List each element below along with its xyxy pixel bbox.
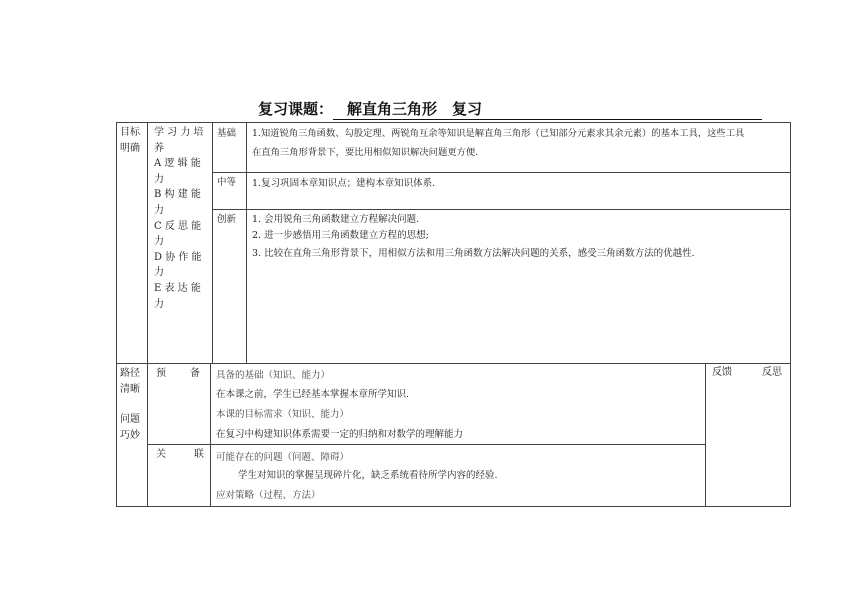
prep-label xyxy=(156,366,200,382)
ability-line: C 反 思 能 xyxy=(154,220,202,232)
path-row-label-top xyxy=(120,366,146,397)
ability-line: 力 xyxy=(154,298,164,310)
row-divider-medium xyxy=(212,209,791,210)
feedback-label xyxy=(712,365,782,381)
path-label-line: 清晰 xyxy=(120,383,140,395)
ability-line: 力 xyxy=(154,173,164,185)
prep-line: 在复习中构建知识体系需要一定的归纳和对数学的理解能力 xyxy=(216,429,464,440)
col-divider-2 xyxy=(212,122,213,364)
ability-line: E 表 达 能 xyxy=(154,282,201,294)
path-row-label-bottom xyxy=(120,412,146,443)
goals-row-label xyxy=(120,125,146,156)
ability-line: 养 xyxy=(154,142,164,154)
ability-line: 力 xyxy=(154,204,164,216)
row-divider-basic xyxy=(212,172,791,173)
path-label-line: 问题 xyxy=(120,414,140,425)
table-border-bottom xyxy=(116,506,791,507)
link-line: 可能存在的问题（问题、障碍） xyxy=(216,452,350,463)
level-basic-line: 1.知道锐角三角函数、勾股定理、两锐角互余等知识是解直角三角形（已知部分元素求其余元素）的基本工具，这些工具 xyxy=(252,128,745,139)
col-divider-3 xyxy=(210,363,211,507)
ability-line: D 协 作 能 xyxy=(154,251,202,263)
level-innovation-line: 3. 比较在直角三角形背景下，用相似方法和用三角函数方法解决问题的关系，感受三角函数方法的优越性. xyxy=(252,248,695,259)
abilities-list xyxy=(154,125,210,312)
link-label xyxy=(156,447,204,463)
prep-line: 具备的基础（知识、能力） xyxy=(216,370,331,381)
level-basic-line: 在直角三角形背景下，要比用相似知识解决问题更方便. xyxy=(252,147,479,158)
prep-line: 在本课之前，学生已经基本掌握本章所学知识. xyxy=(216,389,410,400)
goals-label-line: 目标 xyxy=(120,127,140,138)
level-innovation-line: 1. 会用锐角三角函数建立方程解决问题. xyxy=(252,214,420,225)
level-basic-label: 基础 xyxy=(217,128,237,139)
link-label-right: 联 xyxy=(194,449,204,460)
prep-line: 本课的目标需求（知识、能力） xyxy=(216,409,350,420)
col-divider-levels xyxy=(246,122,247,364)
table-border-top xyxy=(116,122,791,123)
link-label-left: 关 xyxy=(156,449,166,460)
level-medium-label: 中等 xyxy=(217,177,237,188)
ability-line: 力 xyxy=(154,236,164,248)
table-border-left xyxy=(116,122,117,507)
prep-label-left: 预 xyxy=(156,368,166,379)
feedback-label-right: 反思 xyxy=(762,367,782,378)
page-title xyxy=(258,98,762,120)
feedback-label-left: 反馈 xyxy=(712,367,732,378)
ability-line: B 构 建 能 xyxy=(154,189,201,201)
section-divider xyxy=(116,363,791,364)
level-innovation-label: 创新 xyxy=(217,214,237,225)
ability-line: 学 习 力 培 xyxy=(154,127,204,138)
goals-label-line: 明确 xyxy=(120,142,140,154)
ability-line: 力 xyxy=(154,267,164,279)
title-prefix: 复习课题： xyxy=(258,100,334,118)
col-divider-1 xyxy=(147,122,148,507)
path-label-line: 巧妙 xyxy=(120,429,140,441)
link-line: 应对策略（过程、方法） xyxy=(216,490,321,501)
col-divider-feedback xyxy=(705,363,706,507)
table-border-right xyxy=(790,122,791,507)
link-line: 学生对知识的掌握呈现碎片化，缺乏系统看待所学内容的经验. xyxy=(238,470,498,481)
row-divider-link xyxy=(147,444,705,445)
path-label-line: 路径 xyxy=(120,368,140,379)
ability-line: A 逻 辑 能 xyxy=(154,158,201,170)
prep-label-right: 备 xyxy=(190,368,200,379)
level-innovation-line: 2. 进一步感悟用三角函数建立方程的思想; xyxy=(252,230,429,241)
level-medium-line: 1.复习巩固本章知识点；建构本章知识体系. xyxy=(252,178,436,189)
title-topic: 解直角三角形 复习 xyxy=(333,98,762,120)
